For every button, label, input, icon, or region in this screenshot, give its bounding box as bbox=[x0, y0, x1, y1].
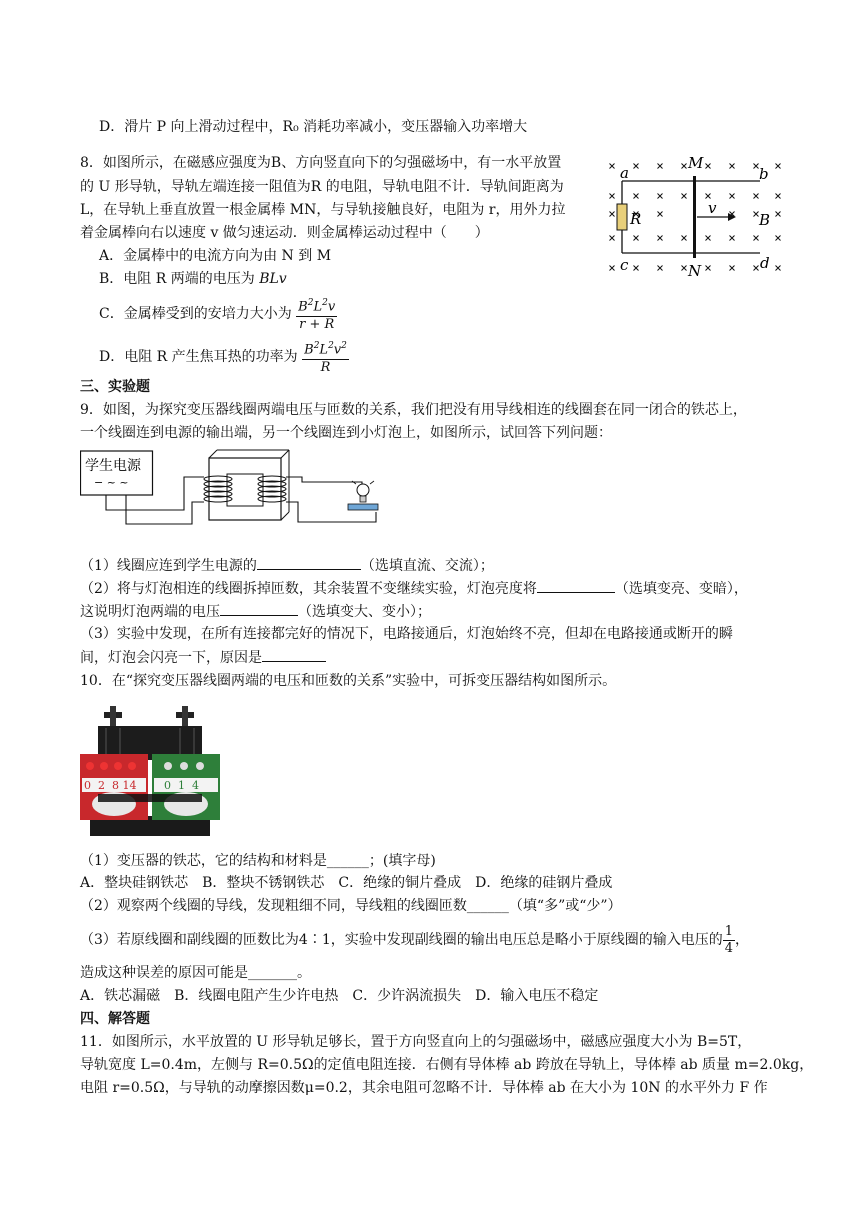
label-r: R bbox=[630, 210, 642, 228]
section-4-heading: 四、解答题 bbox=[80, 1011, 150, 1027]
q9-part-3a: （3）实验中发现，在所有连接都完好的情况下，电路接通后，灯泡始终不亮，但却在电路接通或断开的瞬 bbox=[80, 626, 733, 642]
label-c: c bbox=[620, 256, 629, 274]
field-cross-mark bbox=[706, 266, 711, 271]
field-cross-mark bbox=[682, 194, 687, 199]
secondary-coil-numbers: 0 1 4 bbox=[164, 779, 199, 792]
q7-option-d: D．滑片 P 向上滑动过程中，R₀ 消耗功率减小，变压器输入功率增大 bbox=[99, 119, 528, 135]
field-cross-mark bbox=[776, 236, 781, 241]
field-cross-mark bbox=[754, 212, 759, 217]
metal-rod-mn bbox=[693, 176, 696, 258]
field-cross-mark bbox=[682, 266, 687, 271]
field-cross-mark bbox=[658, 236, 663, 241]
field-cross-mark bbox=[730, 236, 735, 241]
q8-option-c: C．金属棒受到的安培力大小为 $\frac{B^2L^2v}{r + R}$ bbox=[99, 293, 337, 335]
field-cross-mark bbox=[754, 236, 759, 241]
q10-part-3b: 造成这种误差的原因可能是_______。 bbox=[80, 965, 311, 981]
field-cross-mark bbox=[610, 236, 615, 241]
q10-part-3a: （3）若原线圈和副线圈的匝数比为4∶1，实验中发现副线圈的输出电压总是略小于原线圈的输入电压的 $\frac{1}{4}$ ， bbox=[80, 923, 750, 956]
section-3-heading: 三、实验题 bbox=[80, 379, 150, 395]
label-v: v bbox=[708, 199, 717, 217]
q11-line-2: 导轨宽度 L=0.4m，左侧与 R=0.5Ω的定值电阻连接．右侧有导体棒 ab 跨放在导轨上，导体棒 ab 质量 m=2.0kg， bbox=[80, 1057, 814, 1073]
q10-part-2: （2）观察两个线圈的导线，发现粗细不同，导线粗的线圈匝数______（填“多”或“少”） bbox=[80, 898, 622, 914]
field-cross-mark bbox=[754, 194, 759, 199]
q8-stem-line-4: 着金属棒向右以速度 v 做匀速运动．则金属棒运动过程中（ ） bbox=[80, 225, 489, 241]
field-cross-mark bbox=[658, 164, 663, 169]
label-m: M bbox=[688, 154, 704, 172]
field-cross-mark bbox=[634, 236, 639, 241]
q8-option-a: A．金属棒中的电流方向为由 N 到 M bbox=[99, 248, 332, 264]
field-cross-mark bbox=[610, 194, 615, 199]
q10-stem: 10．在“探究变压器线圈两端的电压和匝数的关系”实验中，可拆变压器结构如图所示。 bbox=[80, 673, 617, 689]
resistor-r bbox=[617, 204, 627, 230]
field-cross-mark bbox=[706, 236, 711, 241]
q8-stem-line-2: 的 U 形导轨，导轨左端连接一阻值为R 的电阻，导轨电阻不计．导轨间距离为 bbox=[80, 179, 564, 195]
label-b-field: B bbox=[759, 211, 771, 229]
label-a: a bbox=[620, 164, 629, 182]
field-cross-mark bbox=[658, 266, 663, 271]
q8-stem-line-3: L，在导轨上垂直放置一根金属棒 MN，与导轨接触良好，电阻为 r，用外力拉 bbox=[80, 202, 566, 218]
q10-part-3-options: A．铁芯漏磁 B．线圈电阻产生少许电热 C．少许涡流损失 D．输入电压不稳定 bbox=[80, 988, 599, 1004]
light-bulb-icon bbox=[348, 481, 378, 510]
q9-part-3b: 间，灯泡会闪亮一下，原因是 bbox=[80, 647, 326, 668]
q8-option-d: D．电阻 R 产生焦耳热的功率为 $\frac{B^2L^2v^2}{R}$ bbox=[99, 336, 349, 378]
q9-stem-line-2: 一个线圈连到电源的输出端，另一个线圈连到小灯泡上，如图所示，试回答下列问题： bbox=[80, 425, 612, 441]
field-cross-mark bbox=[634, 164, 639, 169]
field-cross-mark bbox=[658, 212, 663, 217]
power-supply-label: 学生电源 bbox=[85, 458, 141, 474]
fraction-one-quarter: $\frac{1}{4}$ bbox=[724, 923, 734, 956]
field-cross-mark bbox=[730, 164, 735, 169]
field-cross-mark bbox=[754, 164, 759, 169]
field-cross-mark bbox=[634, 194, 639, 199]
q11-line-1: 11．如图所示，水平放置的 U 形导轨足够长，置于方向竖直向上的匀强磁场中，磁感应强度大小为 B=5T， bbox=[80, 1034, 752, 1050]
field-cross-mark bbox=[658, 194, 663, 199]
q8-option-b: B．电阻 R 两端的电压为 BLv bbox=[99, 271, 287, 287]
field-cross-mark bbox=[706, 164, 711, 169]
q9-part-1: （1）线圈应连到学生电源的 （选填直流、交流）； bbox=[80, 555, 494, 576]
q9-part-2b: 这说明灯泡两端的电压 （选填变大、变小）； bbox=[80, 601, 431, 622]
field-cross-mark bbox=[776, 194, 781, 199]
field-cross-mark bbox=[610, 164, 615, 169]
q8-rail-figure bbox=[600, 152, 790, 278]
q10-part-1: （1）变压器的铁芯，它的结构和材料是______；(填字母) bbox=[80, 853, 436, 869]
q10-part-1-options: A．整块硅钢铁芯 B．整块不锈钢铁芯 C．绝缘的铜片叠成 D．绝缘的硅钢片叠成 bbox=[80, 875, 613, 891]
svg-text:− ~ ~: − ~ ~ bbox=[94, 476, 129, 489]
field-cross-mark bbox=[776, 164, 781, 169]
field-cross-mark bbox=[776, 212, 781, 217]
q10-detachable-transformer-photo bbox=[80, 698, 220, 840]
label-d: d bbox=[760, 254, 770, 272]
field-cross-mark bbox=[682, 164, 687, 169]
q8-stem-line-1: 8．如图所示，在磁感应强度为B、方向竖直向下的匀强磁场中，有一水平放置 bbox=[80, 155, 562, 171]
label-b: b bbox=[759, 165, 769, 183]
q9-part-2a: （2）将与灯泡相连的线圈拆掉匝数，其余装置不变继续实验，灯泡亮度将 （选填变亮、变暗）， bbox=[80, 578, 748, 599]
fraction-d: $\frac{B^2L^2v^2}{R}$ bbox=[302, 338, 349, 375]
field-cross-mark bbox=[730, 266, 735, 271]
field-cross-mark bbox=[706, 194, 711, 199]
field-cross-mark bbox=[682, 236, 687, 241]
label-n: N bbox=[688, 262, 702, 278]
field-cross-mark bbox=[776, 266, 781, 271]
field-cross-mark bbox=[610, 212, 615, 217]
field-cross-mark bbox=[634, 266, 639, 271]
fraction-c: $\frac{B^2L^2v}{r + R}$ bbox=[296, 295, 337, 332]
q9-transformer-circuit-figure bbox=[80, 446, 400, 530]
field-cross-mark bbox=[730, 194, 735, 199]
primary-coil-numbers: 0 2 8 14 bbox=[84, 779, 137, 792]
q9-stem-line-1: 9．如图，为探究变压器线圈两端电压与匝数的关系，我们把没有用导线相连的线圈套在同一闭合的铁芯上， bbox=[80, 402, 747, 418]
field-cross-mark bbox=[754, 266, 759, 271]
q11-line-3: 电阻 r=0.5Ω，与导轨的动摩擦因数μ=0.2，其余电阻可忽略不计．导体棒 ab 在大小为 10N 的水平外力 F 作 bbox=[80, 1080, 768, 1096]
field-cross-mark bbox=[610, 266, 615, 271]
